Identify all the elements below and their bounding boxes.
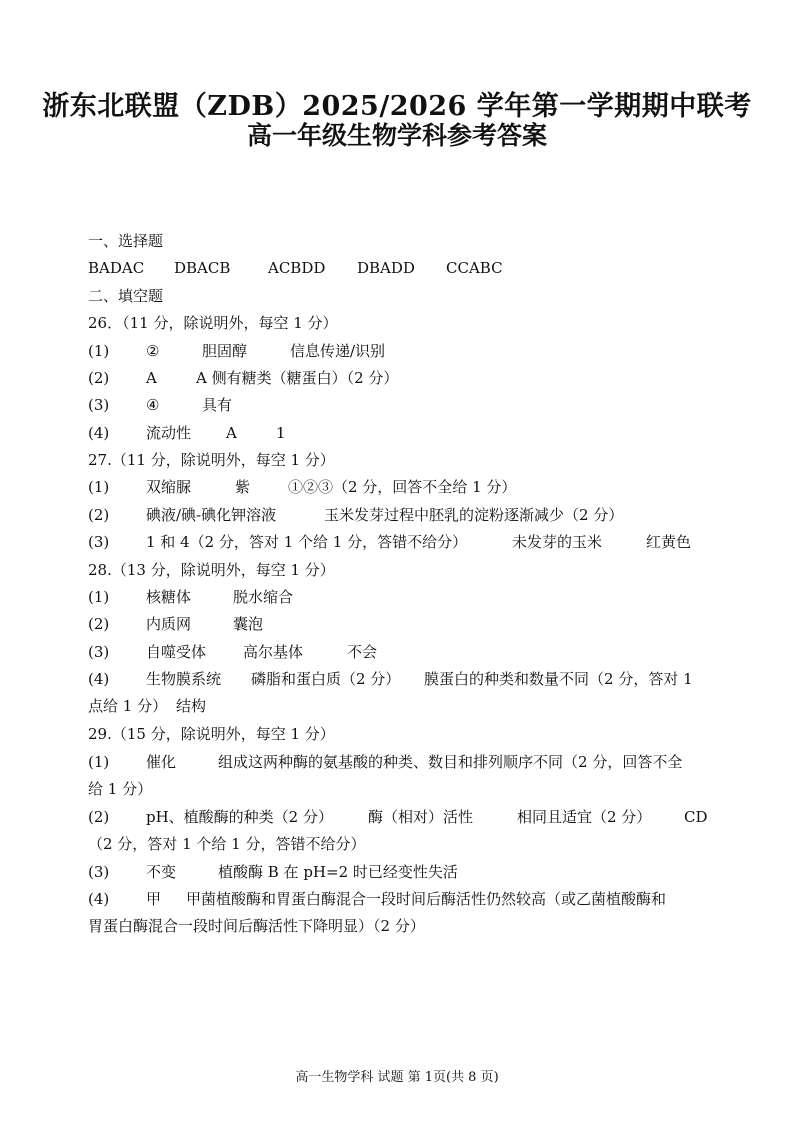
answer: 1 和 4（2 分，答对 1 个给 1 分，答错不给分） <box>146 533 468 551</box>
answer: 胆固醇 <box>202 342 248 360</box>
answer: 核糖体 <box>146 588 192 606</box>
answer: 碘液/碘-碘化钾溶液 <box>146 506 277 524</box>
answer: 具有 <box>202 396 233 414</box>
row-number: (4) <box>88 670 110 688</box>
answer: 自噬受体 <box>146 643 207 661</box>
answer: 流动性 <box>146 424 192 442</box>
mc-answer-group: BADAC <box>88 259 145 277</box>
answer: 红黄色 <box>646 533 692 551</box>
row-number: (4) <box>88 424 110 442</box>
answer: 植酸酶 B 在 pH=2 时已经变性失活 <box>218 863 458 881</box>
mc-answer-group: DBADD <box>357 259 415 277</box>
row-number: (3) <box>88 533 110 551</box>
answer: 组成这两种酶的氨基酸的种类、数目和排列顺序不同（2 分，回答不全 <box>218 753 683 771</box>
q28-header: 28.（13 分，除说明外，每空 1 分） <box>88 561 335 579</box>
row-number: (1) <box>88 478 110 496</box>
page-footer: 高一生物学科 试题 第 1页(共 8 页) <box>295 1070 499 1085</box>
q26-header: 26．（11 分，除说明外，每空 1 分） <box>88 314 338 332</box>
answer: 高尔基体 <box>243 643 304 661</box>
answer: 胃蛋白酶混合一段时间后酶活性下降明显）（2 分） <box>88 917 425 935</box>
answer: 膜蛋白的种类和数量不同（2 分，答对 1 <box>424 670 693 688</box>
answer: 1 <box>276 424 286 442</box>
answer: 给 1 分） <box>88 780 153 798</box>
row-number: (3) <box>88 396 110 414</box>
answer: A <box>226 424 237 442</box>
answer: ④ <box>146 396 160 414</box>
mc-answer-group: ACBDD <box>268 259 326 277</box>
answer: 结构 <box>176 697 207 715</box>
answer: 不变 <box>146 863 177 881</box>
answer: 囊泡 <box>233 615 264 633</box>
answer: 紫 <box>235 478 251 496</box>
row-number: (3) <box>88 863 110 881</box>
answer: 生物膜系统 <box>146 670 222 688</box>
row-number: (1) <box>88 588 110 606</box>
answer: 不会 <box>347 643 378 661</box>
answer: 酶（相对）活性 <box>368 808 474 826</box>
answer: 点给 1 分） <box>88 697 168 715</box>
row-number: (1) <box>88 342 110 360</box>
row-number: (2) <box>88 808 110 826</box>
answer: 玉米发芽过程中胚乳的淀粉逐渐减少（2 分） <box>324 506 624 524</box>
answer: 双缩脲 <box>146 478 192 496</box>
row-number: (2) <box>88 506 110 524</box>
mc-answer-group: DBACB <box>174 259 231 277</box>
answer: 未发芽的玉米 <box>512 533 603 551</box>
answer: ② <box>146 342 160 360</box>
section-1-label: 一、选择题 <box>88 232 164 250</box>
document-subtitle: 高一年级生物学科参考答案 <box>246 121 547 150</box>
answer: A 侧有糖类（糖蛋白）（2 分） <box>196 369 399 387</box>
row-number: (4) <box>88 890 110 908</box>
row-number: (2) <box>88 369 110 387</box>
answer: （2 分，答对 1 个给 1 分，答错不给分） <box>88 835 366 853</box>
answer: 信息传递/识别 <box>290 342 386 360</box>
answer: 甲 <box>146 890 162 908</box>
answer: 相同且适宜（2 分） <box>517 808 652 826</box>
answer: 催化 <box>146 753 177 771</box>
section-2-label: 二、填空题 <box>88 287 164 305</box>
answer: A <box>146 369 157 387</box>
row-number: (1) <box>88 753 110 771</box>
q29-header: 29.（15 分，除说明外，每空 1 分） <box>88 725 335 743</box>
answer: CD <box>684 808 708 826</box>
mc-answer-group: CCABC <box>446 259 503 277</box>
answer: pH、植酸酶的种类（2 分） <box>146 808 333 826</box>
answer: ①②③（2 分，回答不全给 1 分） <box>288 478 517 496</box>
answer: 内质网 <box>146 615 192 633</box>
row-number: (3) <box>88 643 110 661</box>
answer: 脱水缩合 <box>233 588 294 606</box>
answer: 甲菌植酸酶和胃蛋白酶混合一段时间后酶活性仍然较高（或乙菌植酸酶和 <box>186 890 667 908</box>
q27-header: 27.（11 分，除说明外，每空 1 分） <box>88 451 335 469</box>
answer: 磷脂和蛋白质（2 分） <box>251 670 401 688</box>
document-title: 浙东北联盟（ZDB）2025/2026 学年第一学期期中联考 <box>42 91 752 122</box>
row-number: (2) <box>88 615 110 633</box>
